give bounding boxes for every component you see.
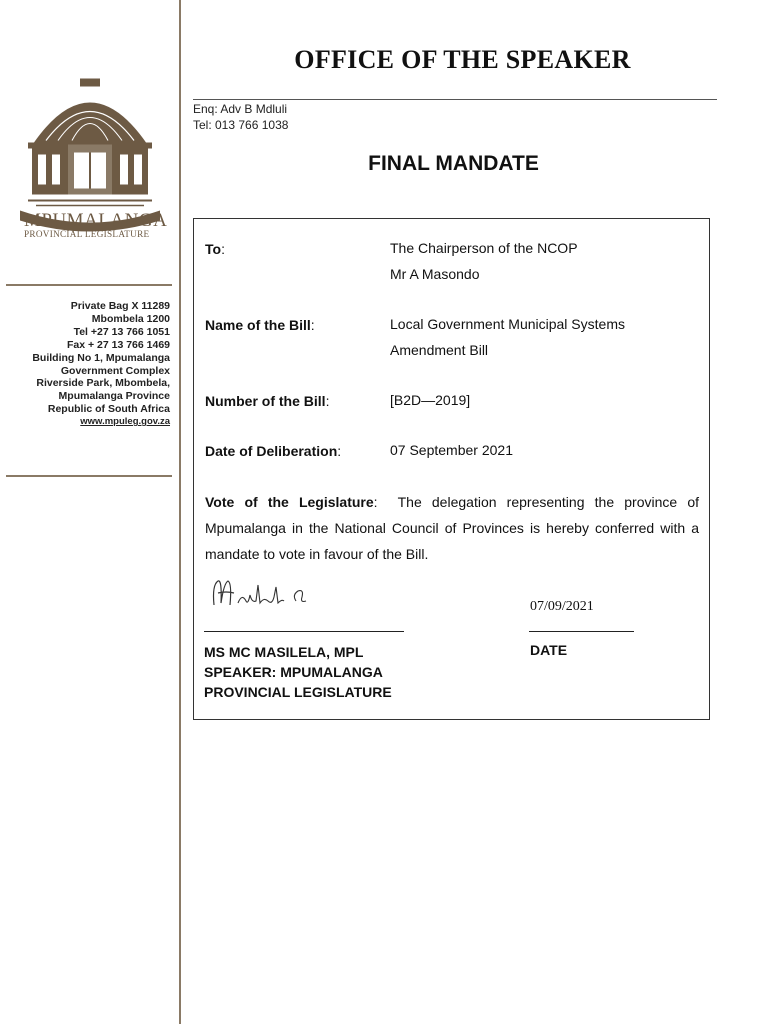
recipient — [390, 235, 578, 287]
date-label: DATE — [530, 642, 568, 658]
enquiry-telephone: Tel: 013 766 1038 — [193, 118, 289, 132]
vote-label: Vote of the Legislature — [205, 494, 374, 510]
signatory-block — [204, 642, 392, 702]
signature-date: 07/09/2021 — [530, 599, 594, 614]
contact-line: Mbombela 1200 — [91, 312, 170, 325]
bill-name-line: Local Government Municipal Systems — [390, 316, 625, 332]
legislature-subtitle: PROVINCIAL LEGISLATURE — [24, 229, 150, 239]
recipient-title: The Chairperson of the NCOP — [390, 240, 578, 256]
sidebar-rule-top — [6, 284, 172, 286]
contact-block — [32, 300, 170, 429]
signatory-organisation: PROVINCIAL LEGISLATURE — [204, 684, 392, 700]
header-rule — [193, 99, 717, 100]
bill-number: [B2D—2019] — [390, 392, 471, 408]
enquiry-block — [193, 101, 288, 133]
legislature-name: MPUMALANGA — [24, 210, 168, 231]
contact-line: Riverside Park, Mbombela, — [36, 377, 170, 390]
office-title: OFFICE OF THE SPEAKER — [294, 45, 631, 74]
handwritten-signature — [208, 575, 318, 611]
contact-line: Fax + 27 13 766 1469 — [66, 338, 170, 351]
vote-text: The delegation representing the province of Mpumalanga in the National Council of Provinces is hereby conferred with a mandate to vote in favour of the Bill. — [205, 494, 700, 562]
bill-name-line: Amendment Bill — [390, 342, 489, 358]
deliberation-date: 07 September 2021 — [390, 442, 513, 458]
signatory-name: MS MC MASILELA, MPL — [204, 644, 364, 660]
vote-statement: Vote of the Legislature: The delegation representing the province of Mpumalanga in the National Council of Provinces is hereby conferred with a mandate to vote in favour of the Bill. — [205, 494, 700, 562]
contact-line: Tel +27 13 766 1051 — [73, 325, 170, 338]
signature-line — [204, 631, 404, 632]
bill-number-label: Number of the Bill: — [205, 393, 330, 409]
contact-line: Private Bag X 11289 — [70, 300, 170, 312]
contact-line: Building No 1, Mpumalanga — [32, 351, 170, 364]
date-line — [529, 631, 634, 632]
bill-name — [390, 311, 625, 363]
to-label: To: — [205, 241, 225, 257]
bill-name-label: Name of the Bill: — [205, 317, 315, 333]
sidebar-divider — [179, 0, 181, 1024]
enquiry-contact: Enq: Adv B Mdluli — [193, 102, 288, 116]
recipient-name: Mr A Masondo — [390, 266, 480, 282]
sidebar-rule-bottom — [6, 475, 172, 477]
signatory-title: SPEAKER: MPUMALANGA — [204, 664, 383, 680]
contact-line: Republic of South Africa — [47, 403, 170, 416]
document-title: FINAL MANDATE — [368, 152, 539, 175]
contact-line: Government Complex — [60, 364, 170, 377]
mandate-box — [193, 218, 710, 720]
website-link[interactable]: www.mpuleg.gov.za — [80, 416, 170, 428]
deliberation-label: Date of Deliberation: — [205, 443, 342, 459]
contact-line: Mpumalanga Province — [58, 390, 170, 403]
